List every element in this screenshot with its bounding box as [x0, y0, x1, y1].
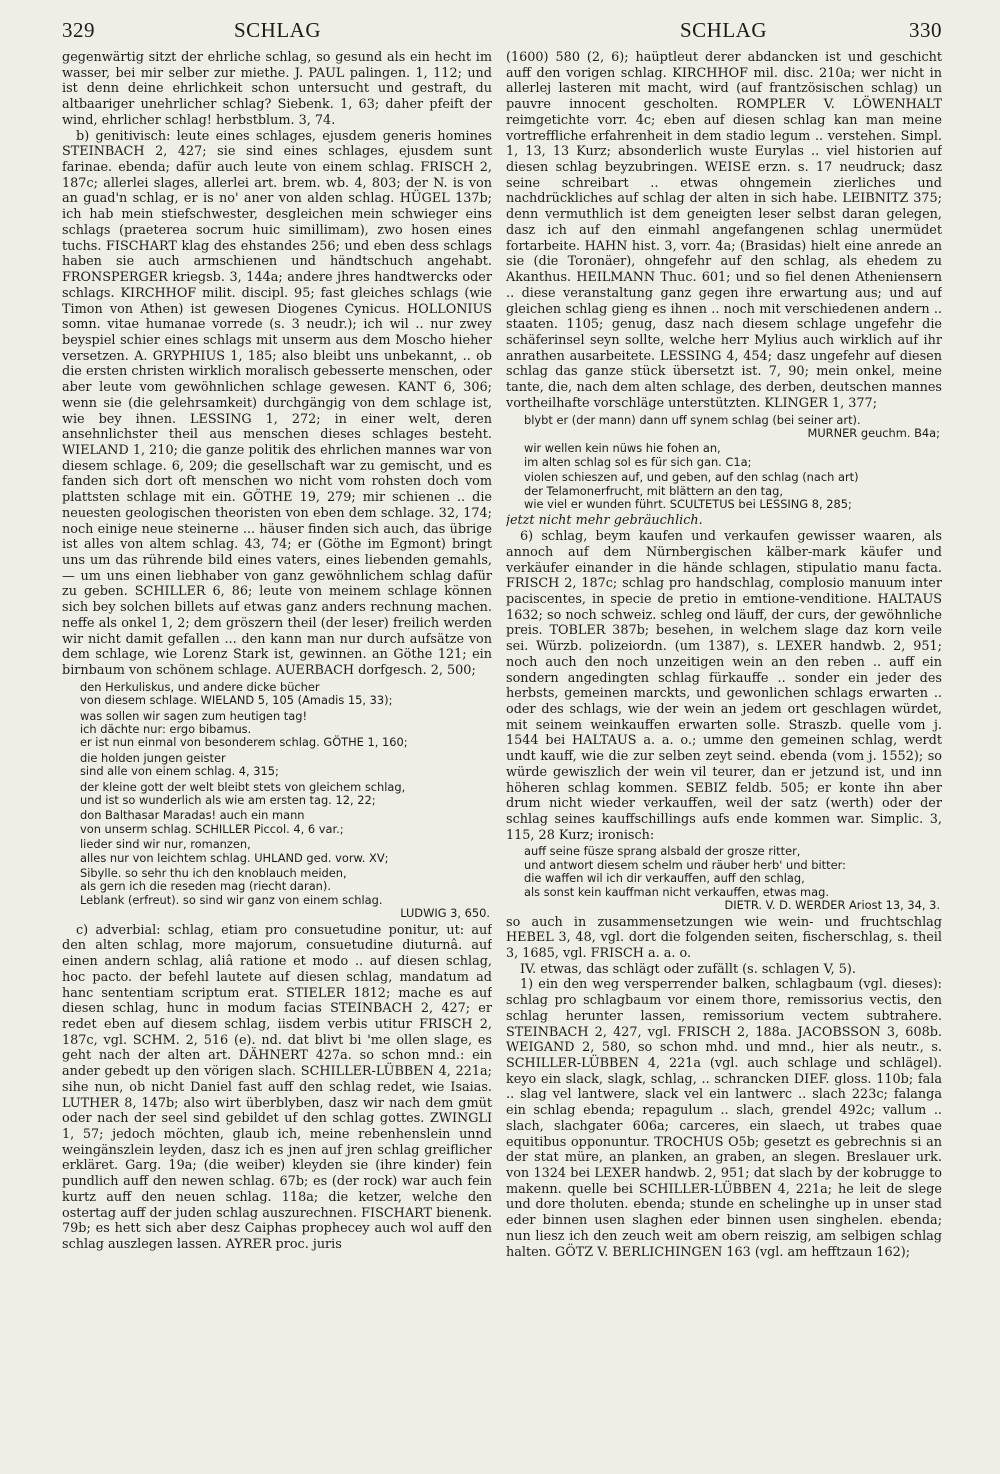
quotation [80, 781, 492, 808]
quotation [524, 414, 942, 441]
quotation-text: violen schieszen auf, und geben, auf den schlag (nach art) der Telamonerfrucht, mit blättern an den tag, wie viel er wunden führt. SCULTETUS bei LESSING 8, 285; [524, 470, 859, 511]
quotation-text: den Herkuliskus, und andere dicke bücher von diesem schlage. WIELAND 5, 105 (Amadis 15, 33); [80, 679, 393, 708]
right-column [506, 50, 942, 1460]
quotation-text: was sollen wir sagen zum heutigen tag! ich dächte nur: ergo bibamus. er ist nun einmal von besonderem schlag. GÖTHE 1, 160; [80, 708, 408, 750]
entry-paragraph: jetzt nicht mehr gebräuchlich. [506, 513, 703, 529]
entry-paragraph: 1) ein den weg versperrender balken, schlagbaum (vgl. dieses): schlag pro schlagbaum vor einem thore, remissorius vectis, den schlag herunter lassen, remissorium vectem subtrahere. STEINBACH 2, 427, vgl. FRISCH 2, 188a. JACOBSSON 3, 608b. WEIGAND 2, 580, so schon mhd. und mnd., hier als neutr., s. SCHILLER-LÜBBEN 4, 221a (vgl. auch schlage und schlägel). keyo ein slack, slagk, schlag, .. schrancken DIEF. gloss. 110b; fala .. slag vel lantwere, slack vel ein lantwerc .. slach 223c; falanga ein schlag ebenda; repagulum .. slach, grendel 492c; vallum .. slach, slachgater 606a; carceres, ein slaech, ut trabes quae equitibus opponuntur. TROCHUS O5b; gesetzt es gebrechnis si an der stat müre, an planken, an graben, an slegen. Breslauer urk. von 1324 bei LEXER handwb. 2, 951; dat slach by der kobrugge to makenn. quelle bei SCHILLER-LÜBBEN 4, 221a; he leit de slege und dore tholuten. ebenda; stunde en schelinghe up in unser stad eder binnen usen slaghen eder binnen usen singhelen. ebenda; nun liesz ich den zeuch weit am obern reiszig, am selbigen schlag halten. GÖTZ V. BERLICHINGEN 163 (vgl. am hefftzaun 162); [506, 977, 942, 1260]
entry-paragraph: gegenwärtig sitzt der ehrliche schlag, so gesund als ein hecht im wasser, bei mir selber zur miethe. J. PAUL palingen. 1, 112; und ist denn deine ehrlichkeit schon untersucht und gestraft, du altbaariger unehrlicher schlag? Siebenk. 1, 63; daher pfeift der wind, ehrlicher schlag! herbstblum. 3, 74. [62, 50, 492, 128]
entry-paragraph: 6) schlag, beym kaufen und verkaufen gewisser waaren, als annoch auf dem Nürnbergischen kälber-mark käufer und verkäufer einander in die hände schlagen, stipulatio manu facta. FRISCH 2, 187c; schlag pro handschlag, complosio manuum inter paciscentes, in specie de pretio in emtione-venditione. HALTAUS 1632; so noch schweiz. schleg ond läuff, der curs, der gewöhnliche preis. TOBLER 387b; besehen, in welchem slage daz korn veile sei. Würzb. polizeiordn. (um 1387), s. LEXER handwb. 2, 951; noch auch den noch unzeitigen wein an den reben .. auff ein sondern angedingten schlag fürkauffe .. sonder ein jeder des herbsts, gemeinen marckts, und gewonlichen schlags erwarten .. oder des schlags, wie der wein an jedem ort geschlagen würdet, mit seinem weinkauffen erwarten solle. Straszb. quelle vom j. 1544 bei HALTAUS a. a. o.; umme den gemeinen schlag, werdt undt kauff, wie die zur selben zeyt seind. ebenda (vom j. 1552); so würde gewiszlich der wein vil teurer, dan er jetzund ist, und inn höheren schlag kommen. SEBIZ feldb. 505; er konte ihn aber drum nicht wieder verkauffen, weil der satz (werth) oder der schlag seines kauffschillings aufs ende kommen war. Simplic. 3, 115, 28 Kurz; ironisch: [506, 529, 942, 843]
left-running-head: SCHLAG [234, 18, 322, 42]
quotation [524, 845, 942, 912]
quotation-text: der kleine gott der welt bleibt stets von gleichem schlag, und ist so wunderlich als wie am ersten tag. 12, 22; [80, 779, 406, 807]
entry-paragraph: so auch in zusammensetzungen wie wein- und fruchtschlag HEBEL 3, 48, vgl. dort die folgenden seiten, fischerschlag, s. theil 3, 1685, vgl. FRISCH a. a. o. [506, 914, 942, 961]
quotation-source: DIETR. V. D. WERDER Ariost 13, 34, 3. [724, 898, 940, 913]
quotation-text: don Balthasar Maradas! auch ein mann von unserm schlag. SCHILLER Piccol. 4, 6 var.; [80, 808, 344, 836]
quotation-text: Sibylle. so sehr thu ich den knoblauch meiden, als gern ich die reseden mag (riecht daran). Leblank (erfreut). so sind wir ganz von einem schlag. [80, 866, 383, 907]
left-page-number: 329 [62, 18, 95, 42]
quotation [80, 838, 492, 865]
quotation-text: auff seine füsze sprang alsbald der grosze ritter, und antwort diesem schelm und räuber herb' und bitter: die waffen wil ich dir verkauffen, auff den schlag, als sonst kein kauffman nicht verkauffen, etwas mag. [524, 844, 846, 899]
quotation-text: lieder sind wir nur, romanzen, alles nur von leichtem schlag. UHLAND ged. vorw. XV; [80, 837, 389, 865]
entry-paragraph: b) genitivisch: leute eines schlages, ejusdem generis homines STEINBACH 2, 427; sie sind eines schlages, ejusdem sunt farinae. ebenda; dafür auch leute von einem schlag. FRISCH 2, 187c; allerlei slages, allerlei art. brem. wb. 4, 803; der N. is von an guad'n schlag, er is no' aner von alden schlag. HÜGEL 137b; ich hab mein stiefschwester, desgleichen mein schwieger eins schlags (praeterea socrum huic simillimam), zwo hosen eines tuchs. FISCHART klag des ehstandes 256; und eben dess schlags haben sie auch armschienen und händtschuch angehabt. FRONSPERGER kriegsb. 3, 144a; andere jhres handtwercks oder schlags. KIRCHHOF milit. discipl. 95; fast gleiches schlags (wie Timon von Athen) ist gewesen Diogenes Cynicus. HOLLONIUS somn. vitae humanae vorrede (s. 3 neudr.); ich wil .. nur zwey beyspiel schier eines schlags mit unserm aus dem Moscho hieher versetzen. A. GRYPHIUS 1, 185; also bleibt uns unbekannt, .. ob die ersten christen wirklich moralisch gebesserte menschen, oder aber leute vom gewöhnlichen schlage gewesen. KANT 6, 306; wenn sie (die gelehrsamkeit) durchgängig von dem schlage ist, wie bey ihnen. LESSING 1, 272; in einer welt, deren ansehnlichster theil aus menschen dieses schlages besteht. WIELAND 1, 210; die ganze politik des ehrlichen mannes war von diesem schlage. 6, 209; die gesellschaft war zu gemischt, und es fanden sich dort oft menschen wo nicht vom rohsten doch vom plattsten schlage mit ein. GÖTHE 19, 279; mir schienen .. die neuesten geologischen theoristen von eben dem schlage. 32, 174; noch einige neue steinerne ... häuser finden sich auch, das übrige ist alles von altem schlag. 43, 74; er (Göthe im Egmont) bringt uns um das rührende bild eines vaters, eines liebenden gemahls, — um uns einen liebhaber von ganz gewöhnlichem schlag dafür zu geben. SCHILLER 6, 86; leute von meinem schlage können sich bey solchen billets auf etwas ganz anders rechnung machen. neffe als onkel 1, 2; dem gröszern theil (der leser) freilich werden wir nicht damit gefallen ... den kann man nur durch aufsätze von dem schlage, wie Lorenz Stark ist, gewinnen. an Göthe 121; ein birnbaum von schönem schlage. AUERBACH dorfgesch. 2, 500; [62, 128, 492, 679]
entry-paragraph: c) adverbial: schlag, etiam pro consuetudine ponitur, ut: auf den alten schlag, more majorum, consuetudine diuturnâ. auf einen andern schlag, aliâ ratione et modo .. auf diesen schlag, hoc pacto. der befehl lautete auf diesen schlag, mandatum ad hanc sententiam scriptum erat. STIELER 1812; mache es auf diesen schlag, hunc in modum facias STEINBACH 2, 427; er redet eben auf diesem schlag, iisdem verbis utitur FRISCH 2, 187c, vgl. SCHM. 2, 516 (e). nd. dat blivt bi 'me ollen slage, es geht nach der alten art. DÄHNERT 427a. so schon mnd.: ein ander gebedt up den vörigen slach. SCHILLER-LÜBBEN 4, 221a; sihe nun, ob nicht Daniel fast auff den schlag redet, wie Isaias. LUTHER 8, 147b; also wirt überblyben, dasz wir nach dem gmüt oder nach der seel sind gebildet uf den schlag gottes. ZWINGLI 1, 57; jedoch möchten, glaub ich, meine rebenhenslein unnd weingänszlein leyden, dasz ich es jnen auf jren schlag greiflicher erkläret. Garg. 19a; (die weiber) kleyden sie (ihre kinder) fein pundlich auff den newen schlag. 67b; es (der rock) war auch fein kurtz auff den neuen schlag. 118a; die ketzer, welche den ostertag auff der juden schlag auszurechnen. FISCHART bienenk. 79b; es hett sich aber desz Caiphas prophecey auch wol auff den schlag auszlegen lassen. AYRER proc. juris [62, 922, 492, 1253]
quotation [80, 681, 492, 708]
quotation [80, 752, 492, 779]
quotation-text: die holden jungen geister sind alle von einem schlag. 4, 315; [80, 750, 279, 779]
quotation-source: MURNER geuchm. B4a; [807, 425, 940, 440]
quotation-text: wir wellen kein nüws hie fohen an, im alten schlag sol es für sich gan. C1a; [524, 441, 752, 469]
entry-paragraph: (1600) 580 (2, 6); haüptleut derer abdancken ist und geschicht auff den vorigen schlag. KIRCHHOF mil. disc. 210a; wer nicht in allerlej lasteren mit macht, wird (auf frantzösischen schlag) un pauvre innocent gescholten. ROMPLER V. LÖWENHALT reimgetichte vorr. 4c; eben auf diesen schlag kan man meine vortreffliche erfahrenheit in dem stadio legum .. verstehen. Simpl. 1, 13, 13 Kurz; absonderlich wuste Eurylas .. viel historien auf diesen schlag beyzubringen. WEISE erzn. s. 17 neudruck; dasz seine schreibart .. etwas ohngemein zierliches und nachdrückliches auf schlag der alten in sich habe. LEIBNITZ 375; denn vermuthlich ist dem geneigten leser selbst daran gelegen, dasz ich auf den einmahl angefangenen schlag unermüdet fortarbeite. HAHN hist. 3, vorr. 4a; (Brasidas) hielt eine anrede an sie (die Toronäer), ohngefehr auf den schlag, als ehedem zu Akanthus. HEILMANN Thuc. 601; und so fiel denen Atheniensern .. diese veranstaltung ganz gegen ihre erwartung aus; und auf gleichen schlag gieng es ihnen .. noch mit verschiedenen andern .. staaten. 1105; genug, dasz nach diesem schlage ungefehr die schäferinsel seyn sollte, welche herr Mylius auch wirklich auf ihr anrathen ausarbeitete. LESSING 4, 454; dasz ungefehr auf diesen schlag das ganze stück übersetzt ist. 7, 90; mein onkel, meine tante, die, nach dem alten schlage, des derben, deutschen mannes vortheilhafte vorschläge unterstützten. KLINGER 1, 377; [506, 50, 942, 411]
right-page-number: 330 [909, 18, 942, 42]
quotation-text: blybt er (der mann) dann uff synem schlag (bei seiner art). [524, 412, 861, 427]
quotation-source: LUDWIG 3, 650. [400, 906, 490, 921]
quotation [524, 442, 942, 469]
left-column [62, 50, 492, 1460]
quotation [80, 867, 492, 921]
section-heading: IV. etwas, das schlägt oder zufällt (s. schlagen V, 5). [520, 961, 856, 977]
quotation [524, 471, 942, 511]
page-header [0, 18, 1000, 48]
quotation [80, 710, 492, 750]
right-running-head: SCHLAG [680, 18, 768, 42]
quotation [80, 809, 492, 836]
